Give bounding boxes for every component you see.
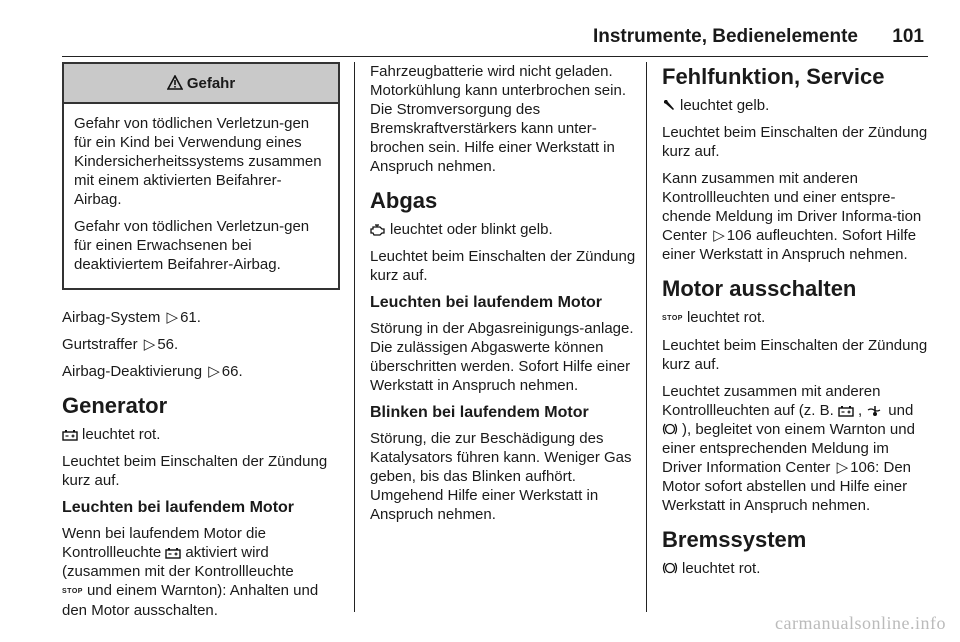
watermark: carmanualsonline.info: [775, 613, 946, 633]
danger-box: [62, 62, 340, 290]
brake-warning-icon: [662, 422, 678, 436]
danger-title: Gefahr: [186, 75, 236, 92]
column-divider-2: [646, 62, 647, 612]
wrench-icon: [662, 98, 676, 112]
service-text-1: Leuchtet beim Einschalten der Zündung kurz auf.: [662, 124, 928, 160]
column-2: [370, 62, 638, 532]
ref-airbag-deaktivierung: Airbag-Deaktivierung ▷ 66.: [62, 363, 243, 380]
page-ref-arrow-icon: ▷: [166, 309, 179, 326]
generator-status: leuchtet rot.: [62, 425, 342, 444]
generator-text-1: Leuchtet beim Einschalten der Zündung kurz auf.: [62, 453, 328, 489]
stop-icon: STOP: [662, 315, 683, 322]
service-status: leuchtet gelb.: [662, 96, 928, 115]
battery-icon: [62, 429, 78, 441]
column-1: [62, 62, 342, 628]
danger-box-header: [64, 64, 338, 104]
abgas-heading: Abgas: [370, 188, 438, 213]
brake-warning-icon: [662, 561, 678, 575]
abgas-sub-1: Leuchten bei laufendem Motor: [370, 294, 603, 311]
danger-text-2: Gefahr von tödlichen Verletzun-gen für einen Erwachsenen bei deaktiviertem Beifahrer-Airbag.: [74, 218, 310, 273]
abgas-status: leuchtet oder blinkt gelb.: [370, 220, 638, 239]
engine-icon: [370, 223, 386, 236]
brake-status: leuchtet rot.: [662, 559, 928, 578]
page-header: [62, 26, 928, 56]
coolant-temperature-icon: [866, 405, 884, 417]
abgas-sub-1-text: Störung in der Abgasreinigungs-anlage. Die zulässigen Abgaswerte können überschritten werden. Sofort Hilfe einer Werkstatt in Anspruch nehmen.: [370, 320, 634, 394]
battery-icon: [838, 405, 854, 417]
generator-continued-text: Fahrzeugbatterie wird nicht geladen. Motorkühlung kann unterbrochen sein. Die Stromversorgung des Bremskraftverstärkers kann unter-brochen sein. Hilfe einer Werkstatt in Anspruch nehmen.: [370, 63, 626, 175]
generator-heading: Generator: [62, 393, 168, 418]
page-number: 101: [892, 26, 924, 47]
stop-icon: STOP: [62, 588, 83, 595]
battery-icon: [165, 547, 181, 559]
generator-text-2: Wenn bei laufendem Motor die Kontrollleuchte aktiviert wird (zusammen mit der Kontrollleuchte STOP und einem Warnton): Anhalten und den Motor ausschalten.: [62, 525, 319, 619]
page-title: Instrumente, Bedienelemente: [592, 26, 858, 47]
page-ref-arrow-icon: ▷: [208, 363, 220, 380]
service-heading: Fehlfunktion, Service: [662, 64, 885, 89]
stop-text-2: Leuchtet zusammen mit anderen Kontrollleuchten auf (z. B. , und ), begleitet von einem Warnton und einer entsprechenden Meldung im Driver Information Center ▷ 106: Den Motor sofort abstellen und Hilfe einer Werkstatt in Anspruch nehmen.: [662, 383, 915, 514]
stop-status: STOP leuchtet rot.: [662, 309, 766, 326]
warning-triangle-icon: [167, 75, 183, 90]
stop-heading: Motor ausschalten: [662, 276, 857, 301]
abgas-sub-2: Blinken bei laufendem Motor: [370, 404, 589, 421]
generator-subheading: Leuchten bei laufendem Motor: [62, 499, 295, 516]
ref-airbag-system: Airbag-System ▷ 61.: [62, 309, 201, 326]
stop-text-1: Leuchtet beim Einschalten der Zündung kurz auf.: [662, 337, 928, 373]
danger-text-1: Gefahr von tödlichen Verletzun-gen für ein Kind bei Verwendung eines Kindersicherheitssystems zusammen mit einem aktivierten Beifahrer-Airbag.: [74, 115, 322, 208]
page-ref-arrow-icon: ▷: [143, 336, 156, 353]
abgas-sub-2-text: Störung, die zur Beschädigung des Katalysators führen kann. Weniger Gas geben, bis das Blinken aufhört. Umgehend Hilfe einer Werkstatt in Anspruch nehmen.: [370, 430, 632, 523]
service-text-2: Kann zusammen mit anderen Kontrollleuchten und einer entspre-chende Meldung im Driver Informa-tion Center ▷ 106 aufleuchten. Sofort Hilfe einer Werkstatt in Anspruch nehmen.: [662, 170, 922, 263]
ref-gurtstraffer: Gurtstraffer ▷ 56.: [62, 336, 179, 353]
column-3: [662, 62, 928, 586]
abgas-text-1: Leuchtet beim Einschalten der Zündung kurz auf.: [370, 248, 636, 284]
column-divider-1: [354, 62, 355, 612]
page-ref-arrow-icon: ▷: [836, 459, 849, 476]
header-rule: [62, 56, 928, 57]
brake-heading: Bremssystem: [662, 527, 807, 552]
page-ref-arrow-icon: ▷: [713, 227, 725, 244]
